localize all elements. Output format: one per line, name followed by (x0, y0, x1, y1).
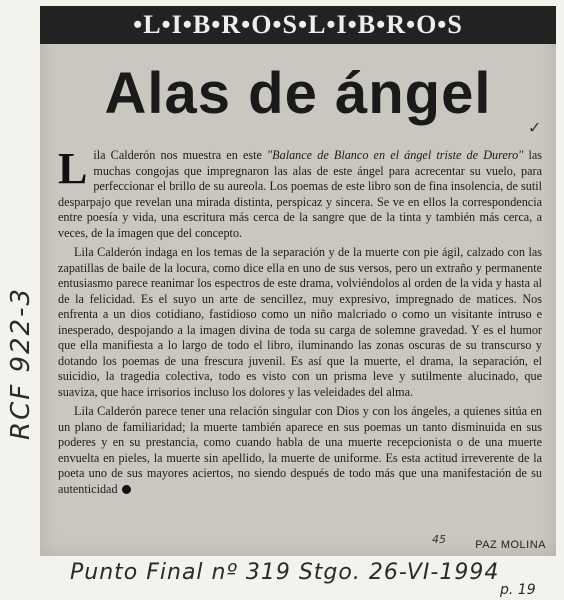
handwritten-page: p. 19 (500, 582, 536, 598)
handwritten-source: Punto Final nº 319 Stgo. 26-VI-1994 (70, 560, 500, 585)
paragraph-1-text-a: ila Calderón nos muestra en este (93, 148, 268, 162)
book-title-italic: "Balance de Blanco en el ángel triste de Durero" (267, 148, 524, 162)
paragraph-3-text: Lila Calderón parece tener una relación singular con Dios y con los ángeles, a quienes sitúa en un plano de familiaridad; la muerte también aparece en sus poemas un tanto disminuida en sus poderes y en su prestancia, como cuando habla de una muerte recepcionista o de una muerte envuelta en pieles, la muerte sin apellido, la muerte de uniforme. Es esta actitud irreverente de la poeta uno de sus mayores aciertos, no siendo después de todo más que una manifestación de su autenticidad (58, 404, 542, 496)
article-title: Alas de ángel (104, 61, 492, 126)
end-mark-icon (122, 485, 131, 494)
handwritten-note: 45 (432, 533, 446, 546)
paragraph-1 (58, 144, 542, 241)
paragraph-3 (58, 404, 542, 497)
paragraph-2: Lila Calderón indaga en los temas de la separación y de la muerte con pie ágil, calzado con las zapatillas de baile de la locura, como dice ella en uno de sus versos, pero un extraño y permanente entusiasmo parece reanimar los espectros de este drama, volviéndolos al orden de la vida y hasta al de la felicidad. Es el suyo un arte de sencillez, muy expresivo, impregnado de matices. Nos enfrenta a un dios cotidiano, fastidioso como un niño malcriado o como un visitante intruso e inesperado, despojando a la imagen divina de toda su carga de solemne gravedad. Y es el humor que ella manifiesta a lo largo de todo el libro, iluminando las zonas oscuras de su transcurso y dotando los poemas de una frescura juvenil. Es así que la muerte, el drama, la separación, el suicidio, la tragedia colectiva, todo es visto con un prisma leve y sutilmente alucinado, que suaviza, que hace irrisorios incluso los dolores y las veleidades del alma. (58, 245, 542, 399)
newspaper-clipping (40, 6, 556, 556)
article-body (58, 144, 542, 501)
section-banner-text: •L•I•B•R•O•S•L•I•B•R•O•S (133, 10, 463, 39)
drop-cap: L (58, 144, 88, 193)
handwritten-margin-code: RCF 922-3 (6, 287, 36, 440)
author-signature: PAZ MOLINA (475, 539, 546, 551)
check-mark: ✓ (528, 118, 542, 137)
paragraph-1-text-b: las muchas congojas que impregnaron las alas de este ángel para acrecentar su vuelo, para perfeccionar el brillo de su aureola. Los poemas de este libro son de fina insolencia, de sutil desparpajo que revelan una mirada distinta, perspicaz y sincera. Se ve en ellos la correspondencia entre poesía y vida, una escritura más cerca de la sangre que de la tinta y también más cerca, a veces, de la imagen que del concepto. (58, 148, 542, 240)
section-banner (40, 6, 556, 44)
